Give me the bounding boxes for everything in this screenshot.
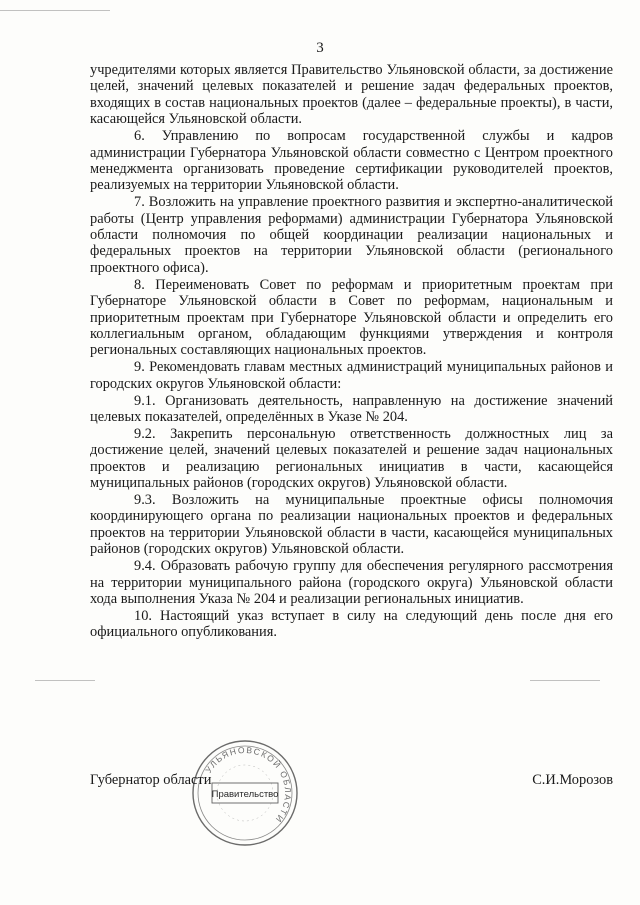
scan-artifact: [530, 680, 600, 681]
document-body: [90, 62, 613, 641]
signatory-name: С.И.Морозов: [532, 772, 613, 788]
paragraph-item-9-1: 9.1. Организовать деятельность, направленную на достижение значений целевых показателей, определённых в Указе № 204.: [90, 392, 613, 426]
official-seal-icon: [190, 738, 300, 848]
paragraph-item-9-3: 9.3. Возложить на муниципальные проектные офисы полномочия координирующего органа по реализации национальных проектов и федеральных проектов на территории Ульяновской области в части, касающейся муниципальных районов (городских округов) Ульяновской области.: [90, 492, 613, 558]
paragraph-item-7: 7. Возложить на управление проектного развития и экспертно-аналитической работы (Центр управления реформами) администрации Губернатора Ульяновской области полномочия по общей координации реализации национальных и федеральных проектов на территории Ульяновской области (регионального проектного офиса).: [90, 194, 613, 276]
paragraph-item-9: 9. Рекомендовать главам местных администраций муниципальных районов и городских округов Ульяновской области:: [90, 359, 613, 392]
seal-ring-text: УЛЬЯНОВСКОЙ ОБЛАСТИ: [203, 744, 294, 826]
paragraph-item-8: 8. Переименовать Совет по реформам и приоритетным проектам при Губернаторе Ульяновской области в Совет по реформам, национальным и приоритетным проектам при Губернаторе Ульяновской области и определить его коллегиальным органом, обладающим функциями утверждения и контроля региональных составляющих национальных проектов.: [90, 276, 613, 359]
scan-artifact: [35, 680, 95, 681]
paragraph-item-10: 10. Настоящий указ вступает в силу на следующий день после дня его официального опубликования.: [90, 607, 613, 641]
paragraph-item-6: 6. Управлению по вопросам государственной службы и кадров администрации Губернатора Ульяновской области совместно с Центром проектного менеджмента организовать проведение сертификации руководителей проектов, реализуемых на территории Ульяновской области.: [90, 128, 613, 194]
paragraph-continuation: учредителями которых является Правительство Ульяновской области, за достижение целей, значений целевых показателей и решение задач федеральных проектов, входящих в состав национальных проектов (далее – федеральные проекты), в части, касающейся Ульяновской области.: [90, 62, 613, 128]
page-number: 3: [316, 40, 324, 56]
paragraph-item-9-4: 9.4. Образовать рабочую группу для обеспечения регулярного рассмотрения на территории муниципального района (городского округа) Ульяновской области хода выполнения Указа № 204 и реализации региональных инициатив.: [90, 558, 613, 607]
paragraph-item-9-2: 9.2. Закрепить персональную ответственность должностных лиц за достижение целей, значений целевых показателей и решение задач национальных проектов и реализацию региональных инициатив в части, касающейся муниципальных районов (городских округов) Ульяновской области.: [90, 425, 613, 492]
scan-artifact: [0, 10, 110, 11]
seal-center-text: Правительство: [211, 789, 279, 800]
signatory-title: Губернатор области: [90, 772, 212, 788]
